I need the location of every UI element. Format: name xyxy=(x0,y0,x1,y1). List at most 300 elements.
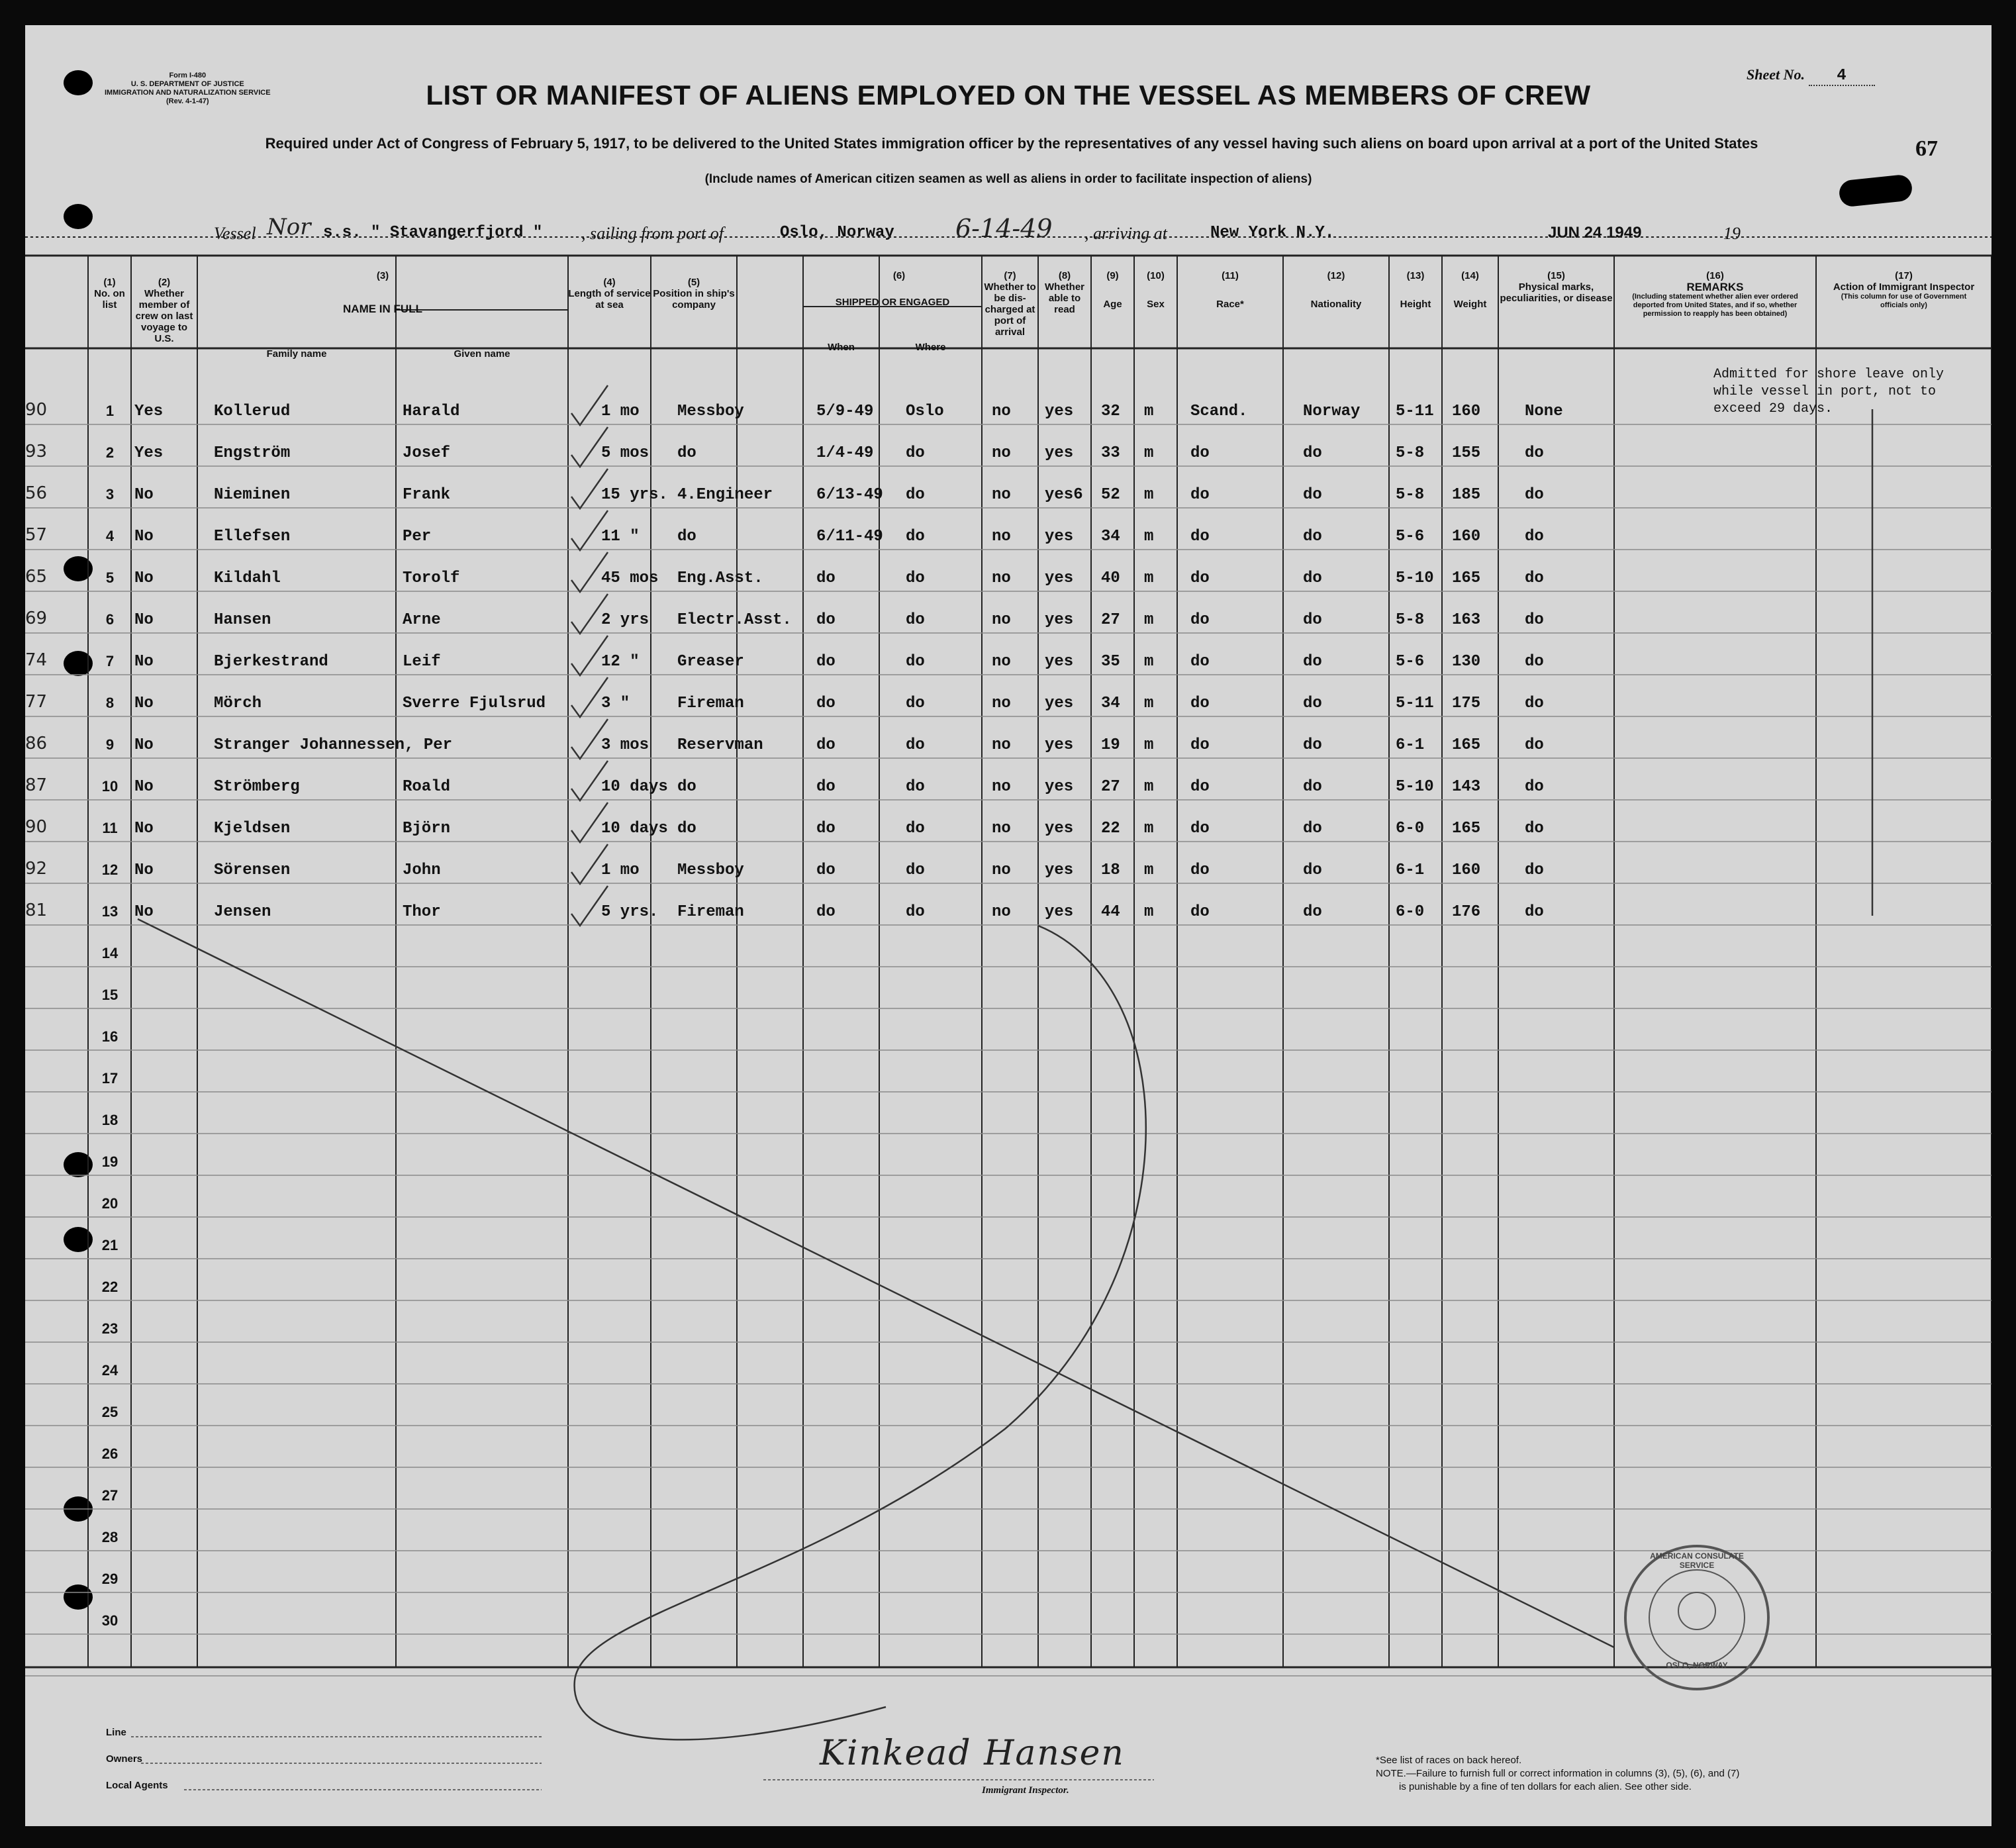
arrival-date: JUN 24 1949 xyxy=(1548,224,1642,242)
col-header-prev-voyage: (2) Whether member of crew on last voyage to U.S. xyxy=(135,277,193,344)
read-cell: yes xyxy=(1045,695,1074,712)
given-name-cell: Thor xyxy=(403,903,441,921)
col-header-family: Family name xyxy=(266,348,327,360)
line-number: 27 xyxy=(101,1487,119,1504)
nationality-cell: do xyxy=(1303,528,1322,546)
prev-voyage-cell: No xyxy=(134,820,154,838)
owners-label: Owners xyxy=(106,1753,143,1765)
weight-cell: 160 xyxy=(1452,861,1481,879)
read-cell: yes xyxy=(1045,653,1074,671)
stamp-top-text: AMERICAN CONSULATE SERVICE xyxy=(1650,1551,1744,1570)
sex-cell: m xyxy=(1144,695,1154,712)
height-cell: 6-0 xyxy=(1396,903,1425,921)
height-cell: 5-10 xyxy=(1396,778,1434,796)
discharged-cell: no xyxy=(992,695,1011,712)
position-cell: Greaser xyxy=(677,653,744,671)
sex-cell: m xyxy=(1144,903,1154,921)
prev-voyage-cell: No xyxy=(134,653,154,671)
shipped-when-cell: 6/13-49 xyxy=(816,486,883,504)
nationality-cell: do xyxy=(1303,569,1322,587)
margin-number: 57 xyxy=(25,525,48,545)
shipped-when-cell: do xyxy=(816,611,836,629)
arriving-label: , arriving at xyxy=(1084,224,1167,243)
read-cell: yes xyxy=(1045,611,1074,629)
prev-voyage-cell: No xyxy=(134,569,154,587)
marks-cell: do xyxy=(1525,736,1544,754)
line-number: 4 xyxy=(105,528,115,544)
prev-voyage-cell: Yes xyxy=(134,444,164,462)
marks-cell: do xyxy=(1525,444,1544,462)
line-number: 21 xyxy=(101,1237,119,1253)
weight-cell: 185 xyxy=(1452,486,1481,504)
line-number: 18 xyxy=(101,1112,119,1128)
nationality-cell: do xyxy=(1303,695,1322,712)
col-header-num-3: (3) xyxy=(376,270,389,281)
age-cell: 32 xyxy=(1101,403,1120,420)
weight-cell: 176 xyxy=(1452,903,1481,921)
line-number: 5 xyxy=(105,569,115,586)
family-name-cell: Kildahl xyxy=(214,569,281,587)
nationality-cell: do xyxy=(1303,778,1322,796)
manifest-sheet xyxy=(25,25,1992,1826)
given-name-cell: Björn xyxy=(403,820,451,838)
height-cell: 5-6 xyxy=(1396,653,1425,671)
height-cell: 6-1 xyxy=(1396,736,1425,754)
nationality-cell: do xyxy=(1303,903,1322,921)
shipped-when-cell: do xyxy=(816,736,836,754)
line-number: 24 xyxy=(101,1362,119,1379)
given-name-cell: John xyxy=(403,861,441,879)
line-number: 17 xyxy=(101,1070,119,1087)
given-name-cell: Torolf xyxy=(403,569,460,587)
shipped-where-cell: do xyxy=(906,611,925,629)
weight-cell: 163 xyxy=(1452,611,1481,629)
service: IMMIGRATION AND NATURALIZATION SERVICE xyxy=(105,89,271,97)
discharged-cell: no xyxy=(992,611,1011,629)
weight-cell: 160 xyxy=(1452,403,1481,420)
inspector-label: Immigrant Inspector. xyxy=(982,1785,1069,1796)
col-header-marks: (15) Physical marks, peculiarities, or disease xyxy=(1500,270,1613,304)
position-cell: do xyxy=(677,528,696,546)
sex-cell: m xyxy=(1144,820,1154,838)
remarks-line: exceed 29 days. xyxy=(1713,401,1833,416)
given-name-cell: Josef xyxy=(403,444,451,462)
department: U. S. DEPARTMENT OF JUSTICE xyxy=(130,80,244,88)
sex-cell: m xyxy=(1144,444,1154,462)
position-cell: Fireman xyxy=(677,903,744,921)
shipped-where-cell: do xyxy=(906,820,925,838)
col-header-remarks: (16) REMARKS (Including statement whether alien ever ordered deported from United States, and if so, whether permission to reapply has been obtained) xyxy=(1632,270,1798,318)
read-cell: yes xyxy=(1045,403,1074,420)
shipped-when-cell: do xyxy=(816,569,836,587)
discharged-cell: no xyxy=(992,903,1011,921)
prev-voyage-cell: Yes xyxy=(134,403,164,420)
nationality-cell: do xyxy=(1303,486,1322,504)
position-cell: Eng.Asst. xyxy=(677,569,763,587)
race-cell: do xyxy=(1190,486,1210,504)
line-number: 7 xyxy=(105,653,115,669)
service-cell: 1 mo xyxy=(601,403,640,420)
race-cell: do xyxy=(1190,861,1210,879)
discharged-cell: no xyxy=(992,653,1011,671)
position-cell: do xyxy=(677,444,696,462)
sex-cell: m xyxy=(1144,486,1154,504)
shipped-where-cell: Oslo xyxy=(906,403,944,420)
shipped-when-cell: do xyxy=(816,695,836,712)
read-cell: yes xyxy=(1045,444,1074,462)
age-cell: 34 xyxy=(1101,695,1120,712)
shipped-where-cell: do xyxy=(906,778,925,796)
nationality-cell: do xyxy=(1303,653,1322,671)
col-header-no: (1) No. on list xyxy=(94,277,125,311)
line-number: 8 xyxy=(105,695,115,711)
shipped-where-cell: do xyxy=(906,653,925,671)
shipped-when-cell: 6/11-49 xyxy=(816,528,883,546)
family-name-cell: Mörch xyxy=(214,695,262,712)
margin-number: 77 xyxy=(25,692,48,712)
sex-cell: m xyxy=(1144,736,1154,754)
marks-cell: do xyxy=(1525,820,1544,838)
stamp-bottom-text: OSLO, NORWAY xyxy=(1666,1661,1728,1670)
page-number: 67 xyxy=(1915,136,1938,161)
col-header-num-6: (6) xyxy=(892,270,906,281)
prev-voyage-cell: No xyxy=(134,778,154,796)
col-header-weight: (14) Weight xyxy=(1453,270,1487,310)
sailing-port: Oslo, Norway xyxy=(780,224,894,242)
remarks-note xyxy=(1713,366,1944,418)
inspector-signature: Kinkead Hansen xyxy=(820,1733,1125,1773)
race-cell: do xyxy=(1190,820,1210,838)
position-cell: Fireman xyxy=(677,695,744,712)
marks-cell: None xyxy=(1525,403,1563,420)
discharged-cell: no xyxy=(992,778,1011,796)
shipped-when-cell: do xyxy=(816,653,836,671)
col-header-shipped: SHIPPED OR ENGAGED xyxy=(835,297,950,308)
shipped-where-cell: do xyxy=(906,528,925,546)
shipped-when-cell: 1/4-49 xyxy=(816,444,874,462)
prev-voyage-cell: No xyxy=(134,486,154,504)
col-header-position: (5) Position in ship's company xyxy=(653,277,735,311)
height-cell: 5-6 xyxy=(1396,528,1425,546)
line-number: 29 xyxy=(101,1571,119,1587)
family-name-cell: Ellefsen xyxy=(214,528,291,546)
race-cell: do xyxy=(1190,444,1210,462)
read-cell: yes xyxy=(1045,778,1074,796)
position-cell: Reservman xyxy=(677,736,763,754)
races-note: *See list of races on back hereof. xyxy=(1376,1755,1522,1766)
age-cell: 22 xyxy=(1101,820,1120,838)
line-number: 30 xyxy=(101,1612,119,1629)
family-name-cell: Engström xyxy=(214,444,291,462)
read-cell: yes xyxy=(1045,569,1074,587)
weight-cell: 155 xyxy=(1452,444,1481,462)
service-cell: 3 " xyxy=(601,695,630,712)
age-cell: 27 xyxy=(1101,611,1120,629)
shipped-when-cell: do xyxy=(816,861,836,879)
race-cell: Scand. xyxy=(1190,403,1248,420)
weight-cell: 165 xyxy=(1452,736,1481,754)
given-name-cell: Frank xyxy=(403,486,451,504)
col-header-discharged: (7) Whether to be dis-charged at port of arrival xyxy=(984,270,1036,338)
line-number: 25 xyxy=(101,1404,119,1420)
line-number: 26 xyxy=(101,1445,119,1462)
margin-number: 86 xyxy=(25,734,48,754)
race-cell: do xyxy=(1190,695,1210,712)
shipped-where-cell: do xyxy=(906,736,925,754)
position-cell: Messboy xyxy=(677,861,744,879)
service-cell: 11 " xyxy=(601,528,640,546)
prev-voyage-cell: No xyxy=(134,611,154,629)
service-cell: 1 mo xyxy=(601,861,640,879)
line-number: 11 xyxy=(102,820,118,836)
shipped-when-cell: do xyxy=(816,903,836,921)
marks-cell: do xyxy=(1525,653,1544,671)
height-cell: 6-1 xyxy=(1396,861,1425,879)
line-label: Line xyxy=(106,1727,126,1738)
penalty-note: NOTE.—Failure to furnish full or correct information in columns (3), (5), (6), and (7) xyxy=(1376,1768,1740,1779)
marks-cell: do xyxy=(1525,778,1544,796)
nationality-cell: do xyxy=(1303,861,1322,879)
line-number: 6 xyxy=(105,611,115,628)
margin-number: 90 xyxy=(25,400,48,420)
margin-number: 81 xyxy=(25,900,48,920)
nationality-cell: do xyxy=(1303,736,1322,754)
race-cell: do xyxy=(1190,569,1210,587)
col-header-service: (4) Length of service at sea xyxy=(568,277,651,311)
weight-cell: 165 xyxy=(1452,820,1481,838)
height-cell: 6-0 xyxy=(1396,820,1425,838)
sex-cell: m xyxy=(1144,653,1154,671)
service-cell: 45 mos xyxy=(601,569,659,587)
revision: (Rev. 4-1-47) xyxy=(166,97,209,105)
line-number: 14 xyxy=(101,945,119,961)
nationality-cell: Norway xyxy=(1303,403,1361,420)
read-cell: yes xyxy=(1045,528,1074,546)
sailing-date: 6-14-49 xyxy=(955,214,1053,243)
service-cell: 2 yrs xyxy=(601,611,649,629)
prev-voyage-cell: No xyxy=(134,903,154,921)
shipped-where-cell: do xyxy=(906,444,925,462)
race-cell: do xyxy=(1190,736,1210,754)
prev-voyage-cell: No xyxy=(134,861,154,879)
age-cell: 34 xyxy=(1101,528,1120,546)
marks-cell: do xyxy=(1525,528,1544,546)
col-header-name: NAME IN FULL xyxy=(343,303,422,315)
position-cell: 4.Engineer xyxy=(677,486,773,504)
height-cell: 5-8 xyxy=(1396,486,1425,504)
col-header-nationality: (12) Nationality xyxy=(1310,270,1362,310)
height-cell: 5-10 xyxy=(1396,569,1434,587)
age-cell: 19 xyxy=(1101,736,1120,754)
cancel-line xyxy=(138,919,1614,1647)
discharged-cell: no xyxy=(992,528,1011,546)
read-cell: yes xyxy=(1045,903,1074,921)
col-header-given: Given name xyxy=(454,348,510,360)
prev-voyage-cell: No xyxy=(134,736,154,754)
line-number: 19 xyxy=(101,1153,119,1170)
weight-cell: 175 xyxy=(1452,695,1481,712)
shipped-where-cell: do xyxy=(906,695,925,712)
prev-voyage-cell: No xyxy=(134,695,154,712)
shipped-where-cell: do xyxy=(906,861,925,879)
age-cell: 18 xyxy=(1101,861,1120,879)
race-cell: do xyxy=(1190,653,1210,671)
vessel-annotation: Nor xyxy=(267,214,311,240)
weight-cell: 130 xyxy=(1452,653,1481,671)
line-number: 9 xyxy=(105,736,115,753)
race-cell: do xyxy=(1190,611,1210,629)
vessel-name: s.s. " Stavangerfjord " xyxy=(323,224,543,242)
given-name-cell: Sverre Fjulsrud xyxy=(403,695,546,712)
col-header-read: (8) Whether able to read xyxy=(1045,270,1084,315)
line-number: 20 xyxy=(101,1195,119,1212)
col-header-race: (11) Race* xyxy=(1216,270,1244,310)
race-cell: do xyxy=(1190,778,1210,796)
vessel-label: Vessel xyxy=(214,224,256,243)
discharged-cell: no xyxy=(992,861,1011,879)
given-name-cell: Roald xyxy=(403,778,451,796)
age-cell: 44 xyxy=(1101,903,1120,921)
discharged-cell: no xyxy=(992,569,1011,587)
line-number: 10 xyxy=(101,778,119,795)
line-number: 13 xyxy=(101,903,119,920)
sheet-label: Sheet No. xyxy=(1747,66,1805,83)
sailing-label: , sailing from port of xyxy=(581,224,724,243)
line-number: 12 xyxy=(101,861,119,878)
height-cell: 5-11 xyxy=(1396,403,1434,420)
sex-cell: m xyxy=(1144,528,1154,546)
read-cell: yes xyxy=(1045,861,1074,879)
shipped-when-cell: 5/9-49 xyxy=(816,403,874,420)
family-name-cell: Sörensen xyxy=(214,861,291,879)
family-name-cell: Strömberg xyxy=(214,778,300,796)
margin-number: 56 xyxy=(25,483,48,503)
sheet-value: 4 xyxy=(1809,67,1875,86)
shipped-where-cell: do xyxy=(906,569,925,587)
weight-cell: 165 xyxy=(1452,569,1481,587)
read-cell: yes6 xyxy=(1045,486,1083,504)
discharged-cell: no xyxy=(992,486,1011,504)
remarks-line: Admitted for shore leave only xyxy=(1713,367,1944,382)
prev-voyage-cell: No xyxy=(134,528,154,546)
line-number: 22 xyxy=(101,1279,119,1295)
shipped-when-cell: do xyxy=(816,778,836,796)
marks-cell: do xyxy=(1525,695,1544,712)
remarks-line: while vessel in port, not to xyxy=(1713,384,1937,399)
nationality-cell: do xyxy=(1303,444,1322,462)
line-number: 3 xyxy=(105,486,115,503)
discharged-cell: no xyxy=(992,403,1011,420)
service-cell: 15 yrs. xyxy=(601,486,668,504)
service-cell: 10 days xyxy=(601,820,668,838)
service-cell: 10 days xyxy=(601,778,668,796)
weight-cell: 160 xyxy=(1452,528,1481,546)
marks-cell: do xyxy=(1525,903,1544,921)
read-cell: yes xyxy=(1045,736,1074,754)
col-header-height: (13) Height xyxy=(1400,270,1431,310)
read-cell: yes xyxy=(1045,820,1074,838)
nationality-cell: do xyxy=(1303,611,1322,629)
col-header-age: (9) Age xyxy=(1103,270,1122,310)
service-cell: 12 " xyxy=(601,653,640,671)
height-cell: 5-8 xyxy=(1396,444,1425,462)
sex-cell: m xyxy=(1144,861,1154,879)
service-cell: 5 yrs. xyxy=(601,903,659,921)
cancel-curve xyxy=(575,926,1146,1739)
family-name-cell: Stranger Johannessen, Per xyxy=(214,736,453,754)
discharged-cell: no xyxy=(992,820,1011,838)
age-cell: 27 xyxy=(1101,778,1120,796)
sex-cell: m xyxy=(1144,403,1154,420)
discharged-cell: no xyxy=(992,736,1011,754)
margin-number: 92 xyxy=(25,859,48,879)
sex-cell: m xyxy=(1144,569,1154,587)
shipped-when-cell: do xyxy=(816,820,836,838)
line-number: 2 xyxy=(105,444,115,461)
family-name-cell: Bjerkestrand xyxy=(214,653,328,671)
race-cell: do xyxy=(1190,903,1210,921)
given-name-cell: Per xyxy=(403,528,432,546)
subtitle: Required under Act of Congress of February 5, 1917, to be delivered to the United States immigration officer by the representatives of any vessel having such aliens on board upon arrival at a port of the United States xyxy=(265,135,1758,152)
marks-cell: do xyxy=(1525,486,1544,504)
arrival-port: New York N.Y. xyxy=(1210,224,1335,242)
margin-number: 87 xyxy=(25,775,48,795)
height-cell: 5-11 xyxy=(1396,695,1434,712)
family-name-cell: Hansen xyxy=(214,611,271,629)
given-name-cell: Harald xyxy=(403,403,460,420)
sex-cell: m xyxy=(1144,778,1154,796)
age-cell: 40 xyxy=(1101,569,1120,587)
marks-cell: do xyxy=(1525,611,1544,629)
family-name-cell: Kollerud xyxy=(214,403,291,420)
service-cell: 5 mos xyxy=(601,444,649,462)
height-cell: 5-8 xyxy=(1396,611,1425,629)
penalty-note-2: is punishable by a fine of ten dollars for each alien. See other side. xyxy=(1399,1781,1692,1792)
line-number: 15 xyxy=(101,987,119,1003)
family-name-cell: Nieminen xyxy=(214,486,291,504)
year-label: 19 xyxy=(1723,224,1741,243)
given-name-cell: Arne xyxy=(403,611,441,629)
weight-cell: 143 xyxy=(1452,778,1481,796)
family-name-cell: Jensen xyxy=(214,903,271,921)
race-cell: do xyxy=(1190,528,1210,546)
given-name-cell: Leif xyxy=(403,653,441,671)
line-number: 1 xyxy=(105,403,115,419)
page-title: LIST OR MANIFEST OF ALIENS EMPLOYED ON THE VESSEL AS MEMBERS OF CREW xyxy=(426,79,1591,111)
local-agents-label: Local Agents xyxy=(106,1780,168,1791)
family-name-cell: Kjeldsen xyxy=(214,820,291,838)
nationality-cell: do xyxy=(1303,820,1322,838)
margin-number: 90 xyxy=(25,817,48,837)
col-header-when: When xyxy=(828,342,855,353)
line-number: 28 xyxy=(101,1529,119,1545)
line-number: 23 xyxy=(101,1320,119,1337)
marks-cell: do xyxy=(1525,861,1544,879)
age-cell: 52 xyxy=(1101,486,1120,504)
margin-number: 69 xyxy=(25,608,48,628)
col-header-action: (17) Action of Immigrant Inspector (This column for use of Government officials only) xyxy=(1833,270,1975,309)
sex-cell: m xyxy=(1144,611,1154,629)
margin-number: 65 xyxy=(25,567,48,587)
line-number: 16 xyxy=(101,1028,119,1045)
margin-number: 74 xyxy=(25,650,48,670)
age-cell: 35 xyxy=(1101,653,1120,671)
col-header-sex: (10) Sex xyxy=(1147,270,1165,310)
position-cell: Messboy xyxy=(677,403,744,420)
marks-cell: do xyxy=(1525,569,1544,587)
position-cell: do xyxy=(677,820,696,838)
shipped-where-cell: do xyxy=(906,486,925,504)
